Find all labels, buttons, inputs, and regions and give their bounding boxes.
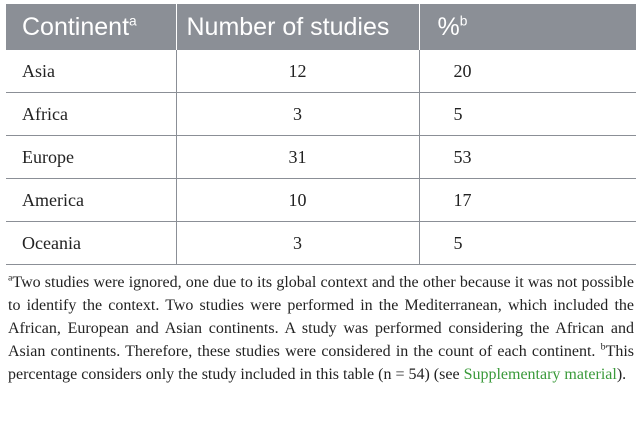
footnote-text-a: Two studies were ignored, one due to its global context and the other because it was not possible to identify the context. Two studies were performed in the Mediterranean, which included the African, European and Asian continents. A study was performed considering the African and Asian continents. Therefore, these studies were considered in the count of each continent. xyxy=(8,274,634,360)
header-number-of-studies-label: Number of studies xyxy=(186,12,390,41)
header-number-of-studies xyxy=(176,4,419,50)
cell-percent: 5 xyxy=(419,222,636,265)
cell-continent: America xyxy=(6,179,176,222)
document xyxy=(6,4,636,386)
table-header xyxy=(6,4,636,50)
footnote-mark-a: a xyxy=(8,272,13,284)
table-row xyxy=(6,93,636,136)
cell-studies: 10 xyxy=(176,179,419,222)
cell-continent: Oceania xyxy=(6,222,176,265)
footnote-text-b: This percentage considers only the study included in this table (n = 54) (see xyxy=(8,343,635,383)
header-continent-footnote-mark: a xyxy=(129,13,137,29)
cell-continent: Asia xyxy=(6,50,176,93)
cell-studies: 3 xyxy=(176,222,419,265)
table-row xyxy=(6,136,636,179)
header-percent-footnote-mark: b xyxy=(459,13,468,29)
table-row xyxy=(6,179,636,222)
table-row xyxy=(6,222,636,265)
header-continent xyxy=(6,4,176,50)
table-body xyxy=(6,50,636,265)
header-percent xyxy=(419,4,636,50)
cell-studies: 3 xyxy=(176,93,419,136)
cell-studies: 31 xyxy=(176,136,419,179)
footnote-text-b-end: ). xyxy=(616,366,627,383)
cell-studies: 12 xyxy=(176,50,419,93)
cell-percent: 5 xyxy=(419,93,636,136)
continent-studies-table xyxy=(6,4,636,265)
cell-percent: 17 xyxy=(419,179,636,222)
table-row xyxy=(6,50,636,93)
cell-continent: Europe xyxy=(6,136,176,179)
table-footnote xyxy=(8,271,634,386)
header-continent-label: Continent xyxy=(22,12,130,41)
cell-percent: 20 xyxy=(419,50,636,93)
header-percent-label: % xyxy=(437,12,460,41)
cell-continent: Africa xyxy=(6,93,176,136)
header-row xyxy=(6,4,636,50)
supplementary-material-link[interactable]: Supplementary material xyxy=(463,366,617,383)
cell-percent: 53 xyxy=(419,136,636,179)
footnote-mark-b: b xyxy=(600,341,606,353)
